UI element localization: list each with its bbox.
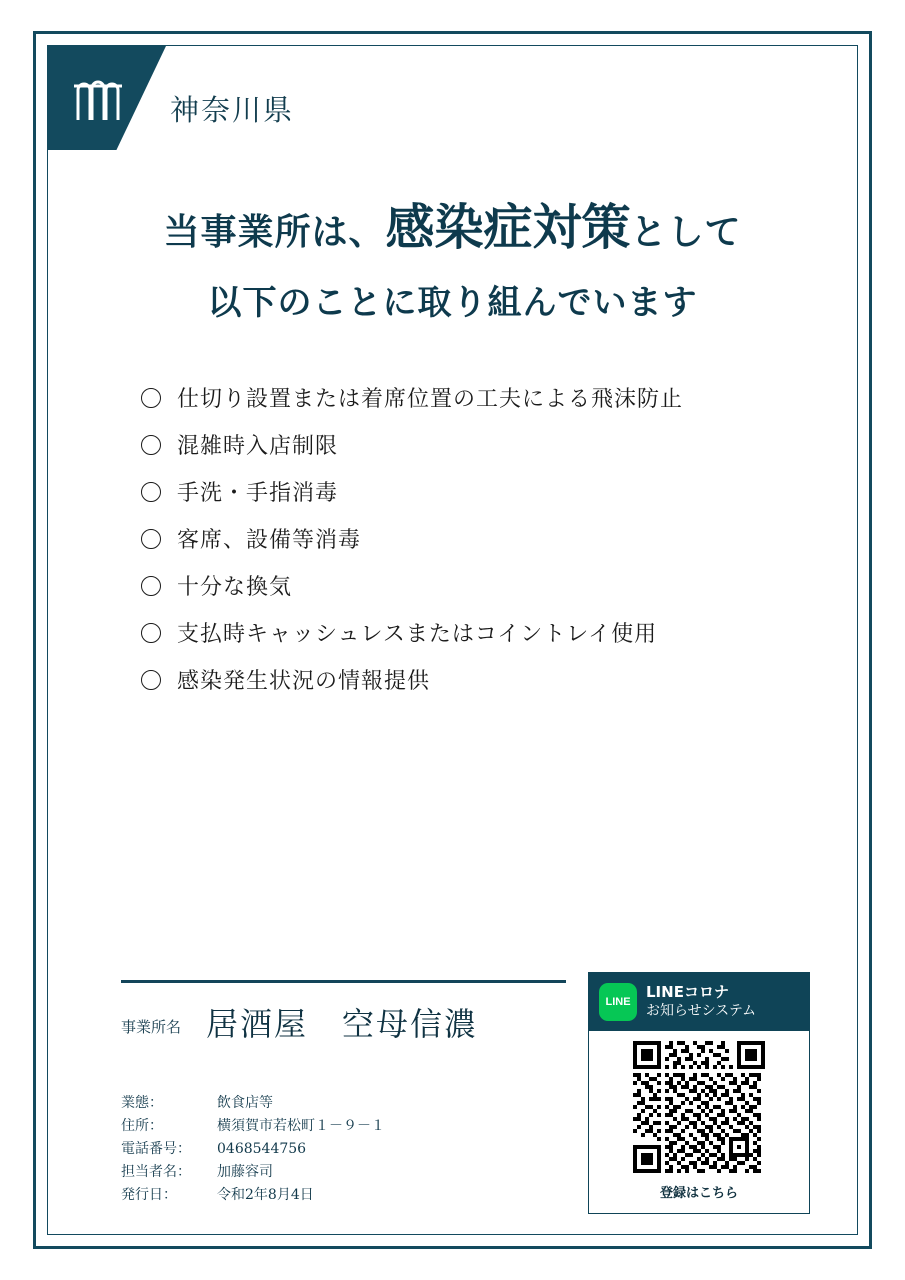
business-name: 居酒屋 空母信濃 <box>206 1005 479 1043</box>
detail-key: 担当者名： <box>121 1164 191 1180</box>
detail-value: 0468544756 <box>217 1141 307 1157</box>
detail-key: 住所： <box>121 1118 163 1134</box>
list-item <box>141 609 801 656</box>
circle-bullet-icon <box>141 435 161 455</box>
list-item <box>141 421 801 468</box>
title-suffix: として <box>630 212 742 253</box>
business-name-label: 事業所名 <box>121 1018 182 1036</box>
measure-text: 手洗・手指消毒 <box>177 481 339 506</box>
circle-bullet-icon <box>141 388 161 408</box>
circle-bullet-icon <box>141 576 161 596</box>
title-line-1 <box>36 189 869 259</box>
title-line-2: 以下のことに取り組んでいます <box>207 283 698 323</box>
detail-value: 横須賀市若松町１－９－１ <box>217 1118 385 1134</box>
circle-bullet-icon <box>141 482 161 502</box>
line-box-title <box>646 983 756 1021</box>
line-box-header <box>589 973 809 1031</box>
list-item <box>141 656 801 703</box>
business-details <box>121 1092 385 1207</box>
line-box-title-line2: お知らせシステム <box>646 1003 757 1019</box>
detail-row <box>121 1138 385 1161</box>
circle-bullet-icon <box>141 529 161 549</box>
list-item <box>141 374 801 421</box>
detail-row <box>121 1184 385 1207</box>
measures-list <box>141 374 801 703</box>
qr-caption: 登録はこちら <box>659 1186 738 1201</box>
title-emphasis: 感染症対策 <box>385 199 631 256</box>
measure-text: 仕切り設置または着席位置の工夫による飛沫防止 <box>177 387 684 412</box>
detail-value: 加藤容司 <box>217 1164 273 1180</box>
circle-bullet-icon <box>141 623 161 643</box>
footer-divider <box>121 980 566 983</box>
detail-row <box>121 1115 385 1138</box>
measure-text: 混雑時入店制限 <box>177 434 339 459</box>
line-box-title-line1: LINEコロナ <box>646 983 729 1001</box>
detail-row <box>121 1092 385 1115</box>
measure-text: 十分な換気 <box>177 575 293 600</box>
prefecture-name: 神奈川県 <box>170 93 295 127</box>
kanagawa-prefecture-emblem-icon <box>68 76 128 124</box>
list-item <box>141 468 801 515</box>
list-item <box>141 562 801 609</box>
measure-text: 支払時キャッシュレスまたはコイントレイ使用 <box>177 622 658 647</box>
poster-frame <box>33 31 872 1249</box>
detail-row <box>121 1161 385 1184</box>
poster-title <box>36 189 869 324</box>
line-corona-box <box>588 972 810 1214</box>
detail-key: 発行日： <box>121 1187 177 1203</box>
detail-value: 令和2年8月4日 <box>217 1187 314 1203</box>
detail-value: 飲食店等 <box>217 1095 273 1111</box>
detail-key: 電話番号： <box>121 1141 191 1157</box>
qr-code[interactable] <box>633 1041 765 1173</box>
list-item <box>141 515 801 562</box>
poster-header <box>48 46 881 156</box>
line-app-icon: LINE <box>599 983 637 1021</box>
detail-key: 業態： <box>121 1095 163 1111</box>
title-prefix: 当事業所は、 <box>163 212 386 253</box>
circle-bullet-icon <box>141 670 161 690</box>
measure-text: 客席、設備等消毒 <box>177 528 362 553</box>
measure-text: 感染発生状況の情報提供 <box>177 669 431 694</box>
